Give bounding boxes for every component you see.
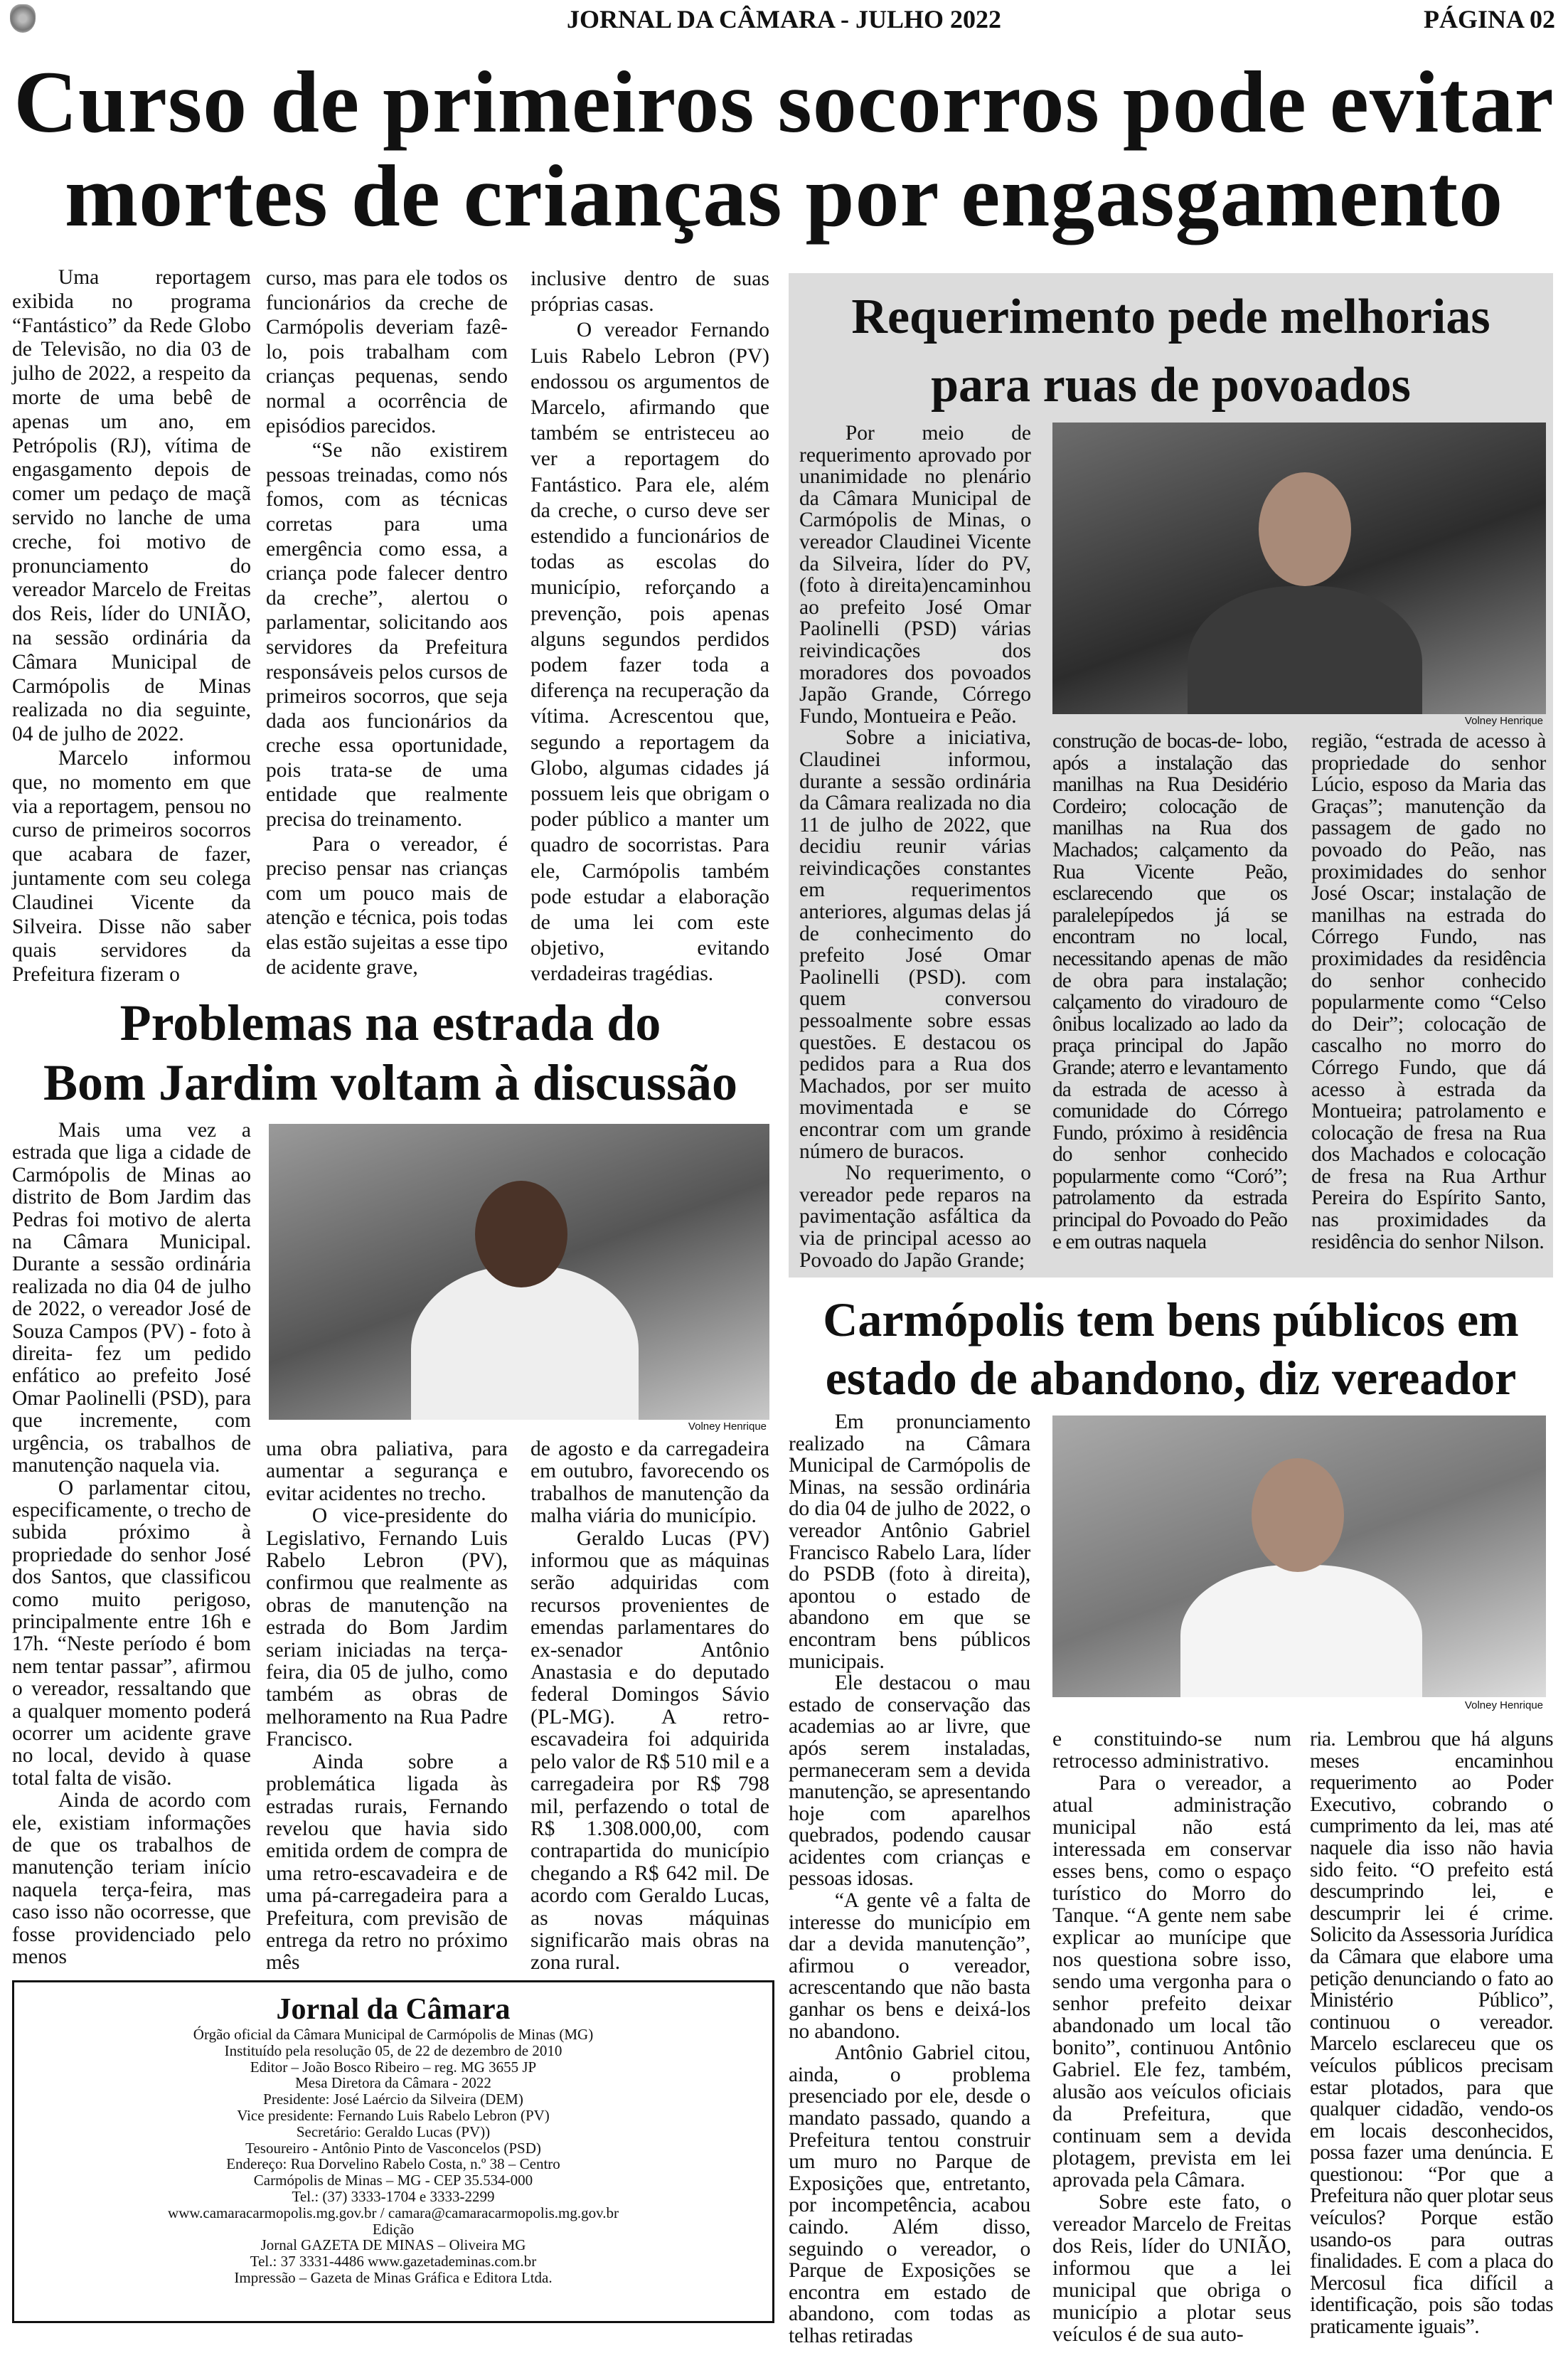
paragraph: curso, mas para ele todos os funcionários da creche de Carmópolis deveriam fazê-lo, pois trabalham com crianças pequenas, sendo normal a ocorrência de episódios parecidos.	[266, 267, 508, 437]
article2-column-3	[530, 1438, 769, 1975]
article3-column-2	[1052, 1728, 1291, 2346]
masthead-line: Órgão oficial da Câmara Municipal de Carmópolis de Minas (MG)	[193, 2026, 594, 2043]
headline-line: Carmópolis tem bens públicos em	[823, 1292, 1519, 1347]
paragraph: O parlamentar citou, especificamente, o trecho de subida próximo à propriedade do senhor José dos Santos, que classificou como muito perigoso, principalmente entre 16h e 17h. “Neste período é bom nem tentar passar”, afirmou o vereador, ressaltando que a qualquer momento poderá ocorrer um acidente grave no local, devido à quase total falta de visão.	[12, 1476, 251, 1790]
masthead-line: Carmópolis de Minas – MG - CEP 35.534-000	[253, 2172, 533, 2189]
paragraph: região, “estrada de acesso à propriedade do senhor Lúcio, esposo da Maria das Graças”; manutenção da passagem de gado no povoado do Peão, nas proximidades do senhor José Oscar; instalação de manilhas na estrada do Córrego Fundo, nas proximidades da residência do senhor conhecido popularmente como “Celso do Deir”; colocação de cascalho no morro do Córrego Fundo, que dá acesso à estrada da Montueira; patrolamento e colocação de fresa na Rua dos Machados e colocação de fresa na Rua Arthur Pereira do Espírito Santo, nas proximidades da residência do senhor Nilson.	[1311, 730, 1546, 1253]
paragraph: O vice-presidente do Legislativo, Fernando Luis Rabelo Lebron (PV), confirmou que realmente as obras de manutenção na estrada do Bom Jardim seriam iniciadas na terça-feira, dia 05 de julho, como também as obras de melhoramento na Rua Padre Francisco.	[266, 1504, 508, 1751]
photo-antonio-gabriel	[1052, 1415, 1546, 1697]
paragraph: de agosto e da carregadeira em outubro, favorecendo os trabalhos de manutenção da malha viária do município.	[530, 1438, 769, 1528]
headline-line: Problemas na estrada do	[119, 994, 661, 1051]
paragraph: “A gente vê a falta de interesse do município em dar a devida manutenção”, afirmou o vereador, acrescentando que não basta ganhar os bens e deixá-los no abandono.	[789, 1889, 1030, 2043]
masthead-line: www.camaracarmopolis.mg.gov.br / camara@camaracarmopolis.mg.gov.br	[168, 2204, 619, 2221]
article2-column-1	[12, 1120, 251, 1968]
paragraph: Para o vereador, é preciso pensar nas crianças com um pouco mais de atenção e técnica, pois todas elas estão sujeitas a esse tipo de acidente grave,	[266, 832, 508, 979]
paragraph: Ele destacou o mau estado de conservação das academias ao ar livre, que após serem instaladas, permaneceram sem a devida manutenção, se apresentando hoje com aparelhos quebrados, podendo causar acidentes com crianças e pessoas idosas.	[789, 1672, 1030, 1891]
article2-column-2	[266, 1438, 508, 1975]
article1-column-1	[12, 266, 251, 987]
paragraph: No requerimento, o vereador pede reparos na pavimentação asfáltica da via de principal acesso ao Povoado do Japão Grande;	[799, 1162, 1031, 1272]
paragraph: Sobre a iniciativa, Claudinei informou, durante a sessão ordinária da Câmara realizada no dia 11 de julho de 2022, que decidiu reunir várias reivindicações constantes em requerimentos anteriores, algumas delas já de conhecimento do prefeito José Omar Paolinelli (PSD). com quem conversou pessoalmente sobre essas questões. E destacou os pedidos para a Rua dos Machados, por ser muito movimentada e se encontrar com um grande número de buracos.	[799, 726, 1032, 1163]
photo-credit: Volney Henrique	[1464, 715, 1543, 727]
paragraph: Uma reportagem exibida no programa “Fantástico” da Rede Globo de Televisão, no dia 03 de julho de 2022, a respeito da morte de uma bebê de apenas um ano, em Petrópolis (RJ), vítima de engasgamento depois de comer um pedaço de maçã servido no lanche de uma creche, foi motivo de pronunciamento do vereador Marcelo de Freitas dos Reis, líder do UNIÃO, na sessão ordinária da Câmara Municipal de Carmópolis de Minas realizada no dia seguinte, 04 de julho de 2022.	[12, 266, 251, 746]
masthead-line: Tel.: 37 3331-4486 www.gazetademinas.com.br	[250, 2253, 537, 2270]
article1-column-3	[530, 266, 769, 987]
masthead-line: Jornal GAZETA DE MINAS – Oliveira MG	[260, 2236, 526, 2254]
article1-headline	[0, 55, 1568, 243]
masthead-line: Vice presidente: Fernando Luis Rabelo Lebron (PV)	[237, 2106, 550, 2124]
photo-credit: Volney Henrique	[1464, 1699, 1543, 1711]
photo-credit: Volney Henrique	[688, 1420, 767, 1433]
article-box-column-2	[1052, 731, 1287, 1253]
headline-line: Bom Jardim voltam à discussão	[43, 1054, 738, 1111]
masthead-line: Tesoureiro - Antônio Pinto de Vasconcelos (PSD)	[245, 2139, 541, 2157]
masthead-line: Tel.: (37) 3333-1704 e 3333-2299	[292, 2187, 495, 2205]
paragraph: e constituindo-se num retrocesso administrativo.	[1052, 1728, 1291, 1773]
paragraph: inclusive dentro de suas próprias casas.	[530, 267, 769, 317]
photo-jose-campos	[269, 1124, 769, 1420]
paragraph: Para o vereador, a atual administração municipal não está interessada em conservar esses bens, como o espaço turístico do Morro do Tanque. “A gente nem sabe explicar ao munícipe que nos questiona sobre isso, sendo uma vergonha para o senhor prefeito deixar abandonado um local tão bonito”, continuou Antônio Gabriel. Ele fez, também, alusão aos veículos oficiais da Prefeitura, que continuam sem a devida plotagem, prevista em lei aprovada pela Câmara.	[1052, 1772, 1291, 2192]
article-box-headline	[789, 283, 1553, 420]
paragraph: Sobre este fato, o vereador Marcelo de Freitas dos Reis, líder do UNIÃO, informou que a lei municipal que obriga o município a plotar seus veículos é de sua auto-	[1052, 2191, 1291, 2346]
paragraph: O vereador Fernando Luis Rabelo Lebron (PV) endossou os argumentos de Marcelo, afirmando que também se entristeceu ao ver a reportagem do Fantástico. Para ele, além da creche, o curso deve ser estendido a funcionários de todas as escolas do município, reforçando a prevenção, pois apenas alguns segundos perdidos podem fazer toda a diferença na recuperação da vítima. Acrescentou que, segundo a reportagem da Globo, algumas cidades já possuem leis que obrigam o poder público a manter um quadro de socorristas. Para ele, Carmópolis também pode estudar a elaboração de uma lei com este objetivo, evitando verdadeiras tragédias.	[530, 319, 769, 986]
paragraph: “Se não existirem pessoas treinadas, como nós fomos, com as técnicas corretas para uma emergência como essa, a criança pode falecer dentro da creche”, alertou o parlamentar, solicitando aos servidores da Prefeitura responsáveis pelos cursos de primeiros socorros, que seja dada aos funcionários da creche essa oportunidade, pois trata-se de uma entidade que realmente precisa do treinamento.	[266, 439, 508, 832]
masthead-line: Presidente: José Laércio da Silveira (DEM)	[263, 2091, 523, 2108]
paragraph: Antônio Gabriel citou, ainda, o problema presenciado por ele, desde o mandato passado, quando a Prefeitura tentou construir um muro no Parque de Exposições que, entretanto, por incompetência, acabou caindo. Além disso, seguindo o vereador, o Parque de Exposições se encontra em estado de abandono, com todas as telhas retiradas	[789, 2041, 1030, 2347]
article-box-column-1	[799, 423, 1031, 1271]
article-box-column-3	[1311, 731, 1546, 1253]
headline-line: mortes de crianças por engasgamento	[64, 147, 1504, 245]
photo-claudinei	[1052, 423, 1546, 714]
paragraph: Ainda sobre a problemática ligada às estradas rurais, Fernando revelou que havia sido emitida ordem de compra de uma retro-escavadeira e de uma pá-carregadeira para a Prefeitura, com previsão de entrega da retro no próximo mês	[266, 1750, 508, 1975]
paragraph: Em pronunciamento realizado na Câmara Municipal de Carmópolis de Minas, na sessão ordinária do dia 04 de julho de 2022, o vereador Antônio Gabriel Francisco Rabelo Lara, líder do PSDB (foto à direita), apontou o estado de abandono em que se encontram bens públicos municipais.	[789, 1411, 1030, 1673]
paragraph: Geraldo Lucas (PV) informou que as máquinas serão adquiridas com recursos provenientes de emendas parlamentares do ex-senador Antônio Anastasia e do deputado federal Domingos Sávio (PL-MG). A retro-escavadeira foi adquirida pelo valor de R$ 510 mil e a carregadeira por R$ 798 mil, perfazendo o total de R$ 1.308.000,00, com contrapartida do município chegando a R$ 642 mil. De acordo com Geraldo Lucas, as novas máquinas significarão mais obras na zona rural.	[530, 1526, 769, 1975]
headline-line: Curso de primeiros socorros pode evitar	[14, 53, 1554, 151]
paragraph: construção de bocas-de- lobo, após a instalação das manilhas na Rua Desidério Cordeiro; colocação de manilhas na Rua dos Machados; calçamento da Rua Vicente Peão, esclarecendo que os paralelepípedos já se encontram no local, necessitando apenas de mão de obra para instalação; calçamento do viradouro de ônibus localizado ao lado da praça principal do Japão Grande; aterro e levantamento da estrada de acesso à comunidade do Córrego Fundo, próximo à residência do senhor conhecido popularmente como “Coró”; patrolamento da estrada principal do Povoado do Peão e em outras naquela	[1052, 730, 1287, 1253]
headline-line: para ruas de povoados	[931, 358, 1411, 413]
paragraph: Marcelo informou que, no momento em que via a reportagem, pensou no curso de primeiros socorros que acabara de fazer, juntamente com seu colega Claudinei Vicente da Silveira. Disse não saber quais servidores da Prefeitura fizeram o	[12, 746, 251, 987]
article3-headline	[789, 1290, 1553, 1407]
masthead-line: Editor – João Bosco Ribeiro – reg. MG 3655 JP	[250, 2058, 537, 2076]
paragraph: Ainda de acordo com ele, existiam informações de que os trabalhos de manutenção teriam início naquela terça-feira, mas caso isso não ocorresse, que fosse providenciado pelo menos	[12, 1789, 251, 1969]
headline-line: Requerimento pede melhorias	[851, 290, 1490, 344]
article3-column-3	[1310, 1728, 1553, 2338]
paragraph: Mais uma vez a estrada que liga a cidade de Carmópolis de Minas ao distrito de Bom Jardim das Pedras foi motivo de alerta na Câmara Municipal. Durante a sessão ordinária realizada no dia 04 de julho de 2022, o vereador José de Souza Campos (PV) - foto à direita- fez um pedido enfático ao prefeito José Omar Paolinelli (PSD), para que incremente, com urgência, os trabalhos de manutenção naquela via.	[12, 1119, 251, 1477]
masthead-line: Instituído pela resolução 05, de 22 de dezembro de 2010	[224, 2041, 562, 2059]
headline-line: estado de abandono, diz vereador	[825, 1351, 1517, 1405]
page-number: PÁGINA 02	[1423, 5, 1555, 33]
paragraph: Por meio de requerimento aprovado por unanimidade no plenário da Câmara Municipal de Carmópolis de Minas, o vereador Claudinei Vicente da Silveira, líder do PV, (foto à direita)encaminhou ao prefeito José Omar Paolinelli (PSD) várias reivindicações dos moradores dos povoados Japão Grande, Córrego Fundo, Montueira e Peão.	[799, 422, 1031, 728]
paragraph: ria. Lembrou que há alguns meses encaminhou requerimento ao Poder Executivo, cobrando o cumprimento da lei, mas até naquele dia isso não havia sido feito. “O prefeito está descumprindo lei, e descumprir lei é crime. Solicito da Assessoria Jurídica da Câmara que elabore uma petição denunciando o fato ao Ministério Público”, continuou o vereador. Marcelo esclareceu que os veículos públicos precisam estar plotados, para que qualquer cidadão, vendo-os em locais desconhecidos, possa fazer uma denúncia. E questionou: “Por que a Prefeitura não quer plotar seus veículos? Porque estão usando-os para outras finalidades. E com a placa do Mercosul fica difícil a identificação, pois são todas praticamente iguais”.	[1310, 1728, 1553, 2339]
article3-column-1	[789, 1411, 1030, 2347]
masthead-title: Jornal da Câmara	[276, 1993, 511, 2026]
chamber-logo	[10, 4, 36, 33]
masthead-box	[12, 1980, 774, 2323]
masthead-line: Edição	[372, 2220, 415, 2238]
article2-headline	[12, 993, 769, 1112]
paragraph: uma obra paliativa, para aumentar a segurança e evitar acidentes no trecho.	[266, 1438, 508, 1505]
newspaper-title: JORNAL DA CÂMARA - JULHO 2022	[566, 5, 1001, 33]
masthead-line: Endereço: Rua Dorvelino Rabelo Costa, n.º 38 – Centro	[226, 2155, 560, 2173]
article1-column-2	[266, 266, 508, 979]
masthead-line: Secretário: Geraldo Lucas (PV))	[296, 2123, 491, 2140]
masthead-line: Impressão – Gazeta de Minas Gráfica e Editora Ltda.	[234, 2268, 553, 2286]
masthead-line: Mesa Diretora da Câmara - 2022	[295, 2074, 491, 2092]
